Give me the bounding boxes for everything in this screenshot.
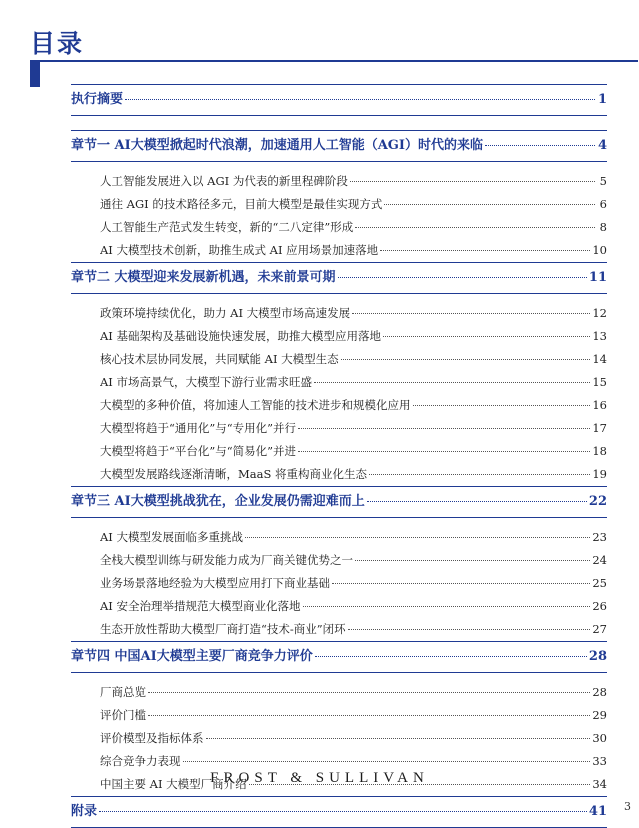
toc-item-label: 综合竞争力表现: [100, 754, 181, 768]
leader-dots: [348, 629, 591, 630]
toc-item-label: AI 大模型技术创新，助推生成式 AI 应用场景加速落地: [100, 243, 379, 257]
toc-summary[interactable]: [71, 84, 607, 116]
toc-item[interactable]: [71, 170, 607, 193]
toc-item[interactable]: [71, 417, 607, 440]
leader-dots: [380, 250, 590, 251]
toc-item-label: 评价模型及指标体系: [100, 731, 204, 745]
toc-item[interactable]: [71, 371, 607, 394]
toc-item-page: 14: [592, 352, 607, 366]
title-rule: [30, 60, 638, 62]
leader-dots: [338, 277, 587, 278]
leader-dots: [298, 428, 590, 429]
toc-item-label: AI 大模型发展面临多重挑战: [100, 530, 244, 544]
toc-chapter-4[interactable]: [71, 641, 607, 673]
toc-chapter-label: 章节一 AI大模型掀起时代浪潮，加速通用人工智能（AGI）时代的来临: [71, 138, 483, 153]
toc-item[interactable]: [71, 595, 607, 618]
toc-item-page: 13: [592, 329, 607, 343]
leader-dots: [245, 537, 590, 538]
toc-item[interactable]: [71, 618, 607, 641]
toc-chapter-page: 22: [588, 494, 607, 509]
leader-dots: [148, 692, 590, 693]
title-accent-bar: [30, 60, 40, 87]
leader-dots: [383, 336, 590, 337]
toc-summary-page: 1: [597, 92, 607, 107]
toc-item-page: 8: [599, 220, 607, 234]
toc-chapter-label: 章节二 大模型迎来发展新机遇，未来前景可期: [71, 270, 336, 285]
toc-item-label: 人工智能发展进入以 AGI 为代表的新里程碑阶段: [100, 174, 348, 188]
toc-chapter-page: 11: [588, 270, 607, 285]
leader-dots: [355, 227, 595, 228]
toc-item[interactable]: [71, 440, 607, 463]
toc-item-page: 15: [592, 375, 607, 389]
toc-item-page: 26: [592, 599, 607, 613]
toc-item[interactable]: [71, 239, 607, 262]
toc-item-page: 18: [592, 444, 607, 458]
toc-item-label: 厂商总览: [100, 685, 146, 699]
toc-item-label: 评价门槛: [100, 708, 146, 722]
toc-item-label: 业务场景落地经验为大模型应用打下商业基础: [100, 576, 330, 590]
leader-dots: [384, 204, 595, 205]
toc-item-page: 16: [592, 398, 607, 412]
toc-chapter-1[interactable]: [71, 130, 607, 162]
toc-item[interactable]: [71, 463, 607, 486]
leader-dots: [369, 474, 590, 475]
toc-chapter-3[interactable]: [71, 486, 607, 518]
toc-appendix[interactable]: [71, 796, 607, 828]
toc-item-page: 24: [592, 553, 607, 567]
toc-item-page: 27: [592, 622, 607, 636]
toc-item-label: 大模型发展路线逐渐清晰，MaaS 将重构商业化生态: [100, 467, 368, 481]
toc-item-page: 5: [599, 174, 607, 188]
toc-item-page: 10: [592, 243, 607, 257]
toc-item[interactable]: [71, 681, 607, 704]
toc-item-label: 生态开放性帮助大模型厂商打造“技术-商业”闭环: [100, 622, 346, 636]
toc-item[interactable]: [71, 193, 607, 216]
toc-item-page: 19: [592, 467, 607, 481]
toc-item-label: 全栈大模型训练与研发能力成为厂商关键优势之一: [100, 553, 353, 567]
leader-dots: [413, 405, 591, 406]
toc-item-label: 中国主要 AI 大模型厂商介绍: [100, 777, 247, 791]
toc-item-label: AI 市场高景气，大模型下游行业需求旺盛: [100, 375, 313, 389]
toc-chapter-label: 章节三 AI大模型挑战犹在，企业发展仍需迎难而上: [71, 494, 365, 509]
toc-item[interactable]: [71, 216, 607, 239]
toc-item-page: 33: [592, 754, 607, 768]
leader-dots: [148, 715, 590, 716]
toc-appendix-label: 附录: [71, 804, 98, 819]
leader-dots: [206, 738, 591, 739]
toc-item-label: 大模型将趋于“平台化”与“简易化”并进: [100, 444, 297, 458]
toc-item-page: 6: [599, 197, 607, 211]
leader-dots: [485, 145, 595, 146]
brand-footer: FROST & SULLIVAN: [210, 770, 429, 786]
toc-item[interactable]: [71, 394, 607, 417]
leader-dots: [303, 606, 591, 607]
toc-item[interactable]: [71, 348, 607, 371]
leader-dots: [298, 451, 590, 452]
page-number: 3: [624, 800, 631, 813]
toc-item-page: 25: [592, 576, 607, 590]
table-of-contents: [71, 84, 607, 828]
toc-item-label: 通往 AGI 的技术路径多元，目前大模型是最佳实现方式: [100, 197, 383, 211]
leader-dots: [183, 761, 591, 762]
leader-dots: [367, 501, 587, 502]
page-title: 目录: [30, 29, 85, 58]
leader-dots: [350, 181, 595, 182]
leader-dots: [315, 656, 587, 657]
toc-item-label: 人工智能生产范式发生转变，新的“二八定律”形成: [100, 220, 354, 234]
toc-item-label: AI 安全治理举措规范大模型商业化落地: [100, 599, 301, 613]
toc-item[interactable]: [71, 325, 607, 348]
toc-item-page: 34: [592, 777, 607, 791]
toc-item-label: 核心技术层协同发展，共同赋能 AI 大模型生态: [100, 352, 339, 366]
toc-summary-label: 执行摘要: [71, 92, 124, 107]
leader-dots: [352, 313, 590, 314]
toc-chapter-page: 28: [588, 649, 607, 664]
leader-dots: [99, 811, 587, 812]
toc-item-page: 12: [592, 306, 607, 320]
leader-dots: [314, 382, 590, 383]
toc-item-label: AI 基础架构及基础设施快速发展，助推大模型应用落地: [100, 329, 382, 343]
leader-dots: [355, 560, 590, 561]
toc-item[interactable]: [71, 302, 607, 325]
toc-item-label: 大模型将趋于“通用化”与“专用化”并行: [100, 421, 297, 435]
toc-item-page: 30: [592, 731, 607, 745]
leader-dots: [332, 583, 590, 584]
toc-item-label: 大模型的多种价值，将加速人工智能的技术进步和规模化应用: [100, 398, 411, 412]
toc-item[interactable]: [71, 704, 607, 727]
toc-chapter-page: 4: [597, 138, 607, 153]
leader-dots: [341, 359, 591, 360]
toc-item-label: 政策环境持续优化，助力 AI 大模型市场高速发展: [100, 306, 351, 320]
toc-item-page: 17: [592, 421, 607, 435]
leader-dots: [125, 99, 595, 100]
toc-chapter-2[interactable]: [71, 262, 607, 294]
toc-item-page: 29: [592, 708, 607, 722]
toc-chapter-label: 章节四 中国AI大模型主要厂商竞争力评价: [71, 649, 313, 664]
toc-appendix-page: 41: [588, 804, 607, 819]
toc-item-page: 23: [592, 530, 607, 544]
toc-item[interactable]: [71, 727, 607, 750]
toc-item[interactable]: [71, 572, 607, 595]
toc-item[interactable]: [71, 526, 607, 549]
toc-item-page: 28: [592, 685, 607, 699]
toc-item[interactable]: [71, 549, 607, 572]
